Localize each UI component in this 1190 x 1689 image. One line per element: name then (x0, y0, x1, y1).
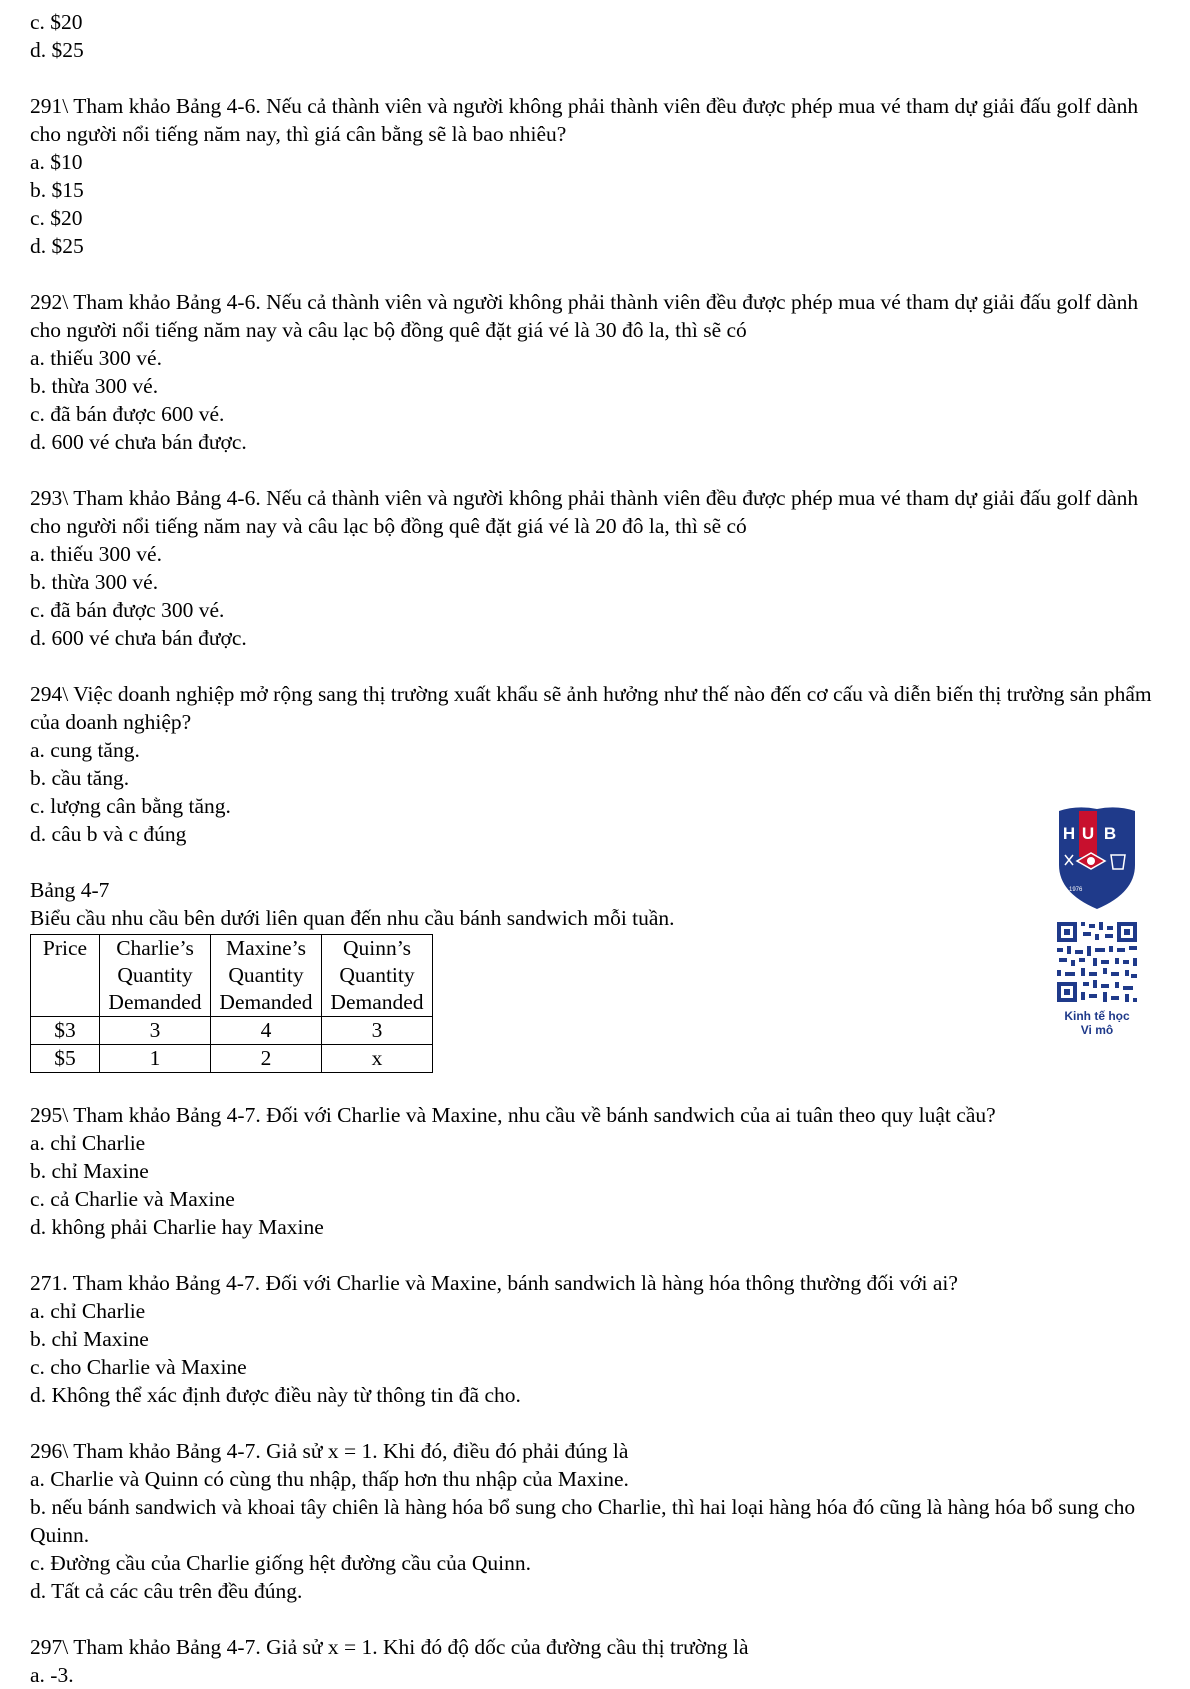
option: c. cả Charlie và Maxine (30, 1187, 235, 1211)
option: a. cung tăng. (30, 738, 140, 762)
shield-icon (1055, 805, 1139, 915)
option: a. chỉ Charlie (30, 1131, 146, 1155)
option: b. $15 (30, 178, 84, 202)
option: c. $20 (30, 206, 83, 230)
option: b. cầu tăng. (30, 766, 130, 790)
logo-letter: H (1062, 824, 1076, 843)
option: d. 600 vé chưa bán được. (30, 430, 247, 454)
option: d. 600 vé chưa bán được. (30, 626, 247, 650)
question-271: 271. Tham khảo Bảng 4-7. Đối với Charlie và Maxine, bánh sandwich là hàng hóa thông thường đối với ai? (30, 1271, 958, 1295)
option: a. chỉ Charlie (30, 1299, 146, 1323)
question-292: 292\ Tham khảo Bảng 4-6. Nếu cả thành viên và người không phải thành viên đều được phép mua vé tham dự giải đấu golf dành cho người nổi tiếng năm nay và câu lạc bộ đồng quê đặt giá vé là 30 đô la, thì sẽ có (30, 290, 1139, 342)
table-row (31, 1045, 433, 1073)
table-cell: 2 (211, 1045, 322, 1073)
option: a. thiếu 300 vé. (30, 346, 162, 370)
header-price: Price (31, 935, 100, 1017)
question-293: 293\ Tham khảo Bảng 4-6. Nếu cả thành viên và người không phải thành viên đều được phép mua vé tham dự giải đấu golf dành cho người nổi tiếng năm nay và câu lạc bộ đồng quê đặt giá vé là 20 đô la, thì sẽ có (30, 486, 1139, 538)
option: b. chỉ Maxine (30, 1159, 149, 1183)
option: a. Charlie và Quinn có cùng thu nhập, thấp hơn thu nhập của Maxine. (30, 1467, 629, 1491)
option: c. lượng cân bằng tăng. (30, 794, 231, 818)
demand-table (30, 934, 433, 1073)
table-row (31, 1017, 433, 1045)
option: b. chỉ Maxine (30, 1327, 149, 1351)
option: a. $10 (30, 150, 83, 174)
table-cell: 3 (322, 1017, 433, 1045)
option: d. Tất cả các câu trên đều đúng. (30, 1579, 303, 1603)
option: d. $25 (30, 234, 84, 258)
table-cell: 4 (211, 1017, 322, 1045)
logo-letter: B (1103, 824, 1117, 843)
table-cell: 1 (100, 1045, 211, 1073)
option: d. $25 (30, 38, 84, 62)
option: d. không phải Charlie hay Maxine (30, 1215, 324, 1239)
logo-sublabel: Vi mô (1080, 1023, 1114, 1037)
hub-logo (1055, 805, 1139, 1037)
question-297: 297\ Tham khảo Bảng 4-7. Giả sử x = 1. Khi đó độ dốc của đường cầu thị trường là (30, 1635, 749, 1659)
table-cell: 3 (100, 1017, 211, 1045)
table-caption: Biểu cầu nhu cầu bên dưới liên quan đến nhu cầu bánh sandwich mỗi tuần. (30, 906, 675, 930)
header-maxine: Maxine’s Quantity Demanded (211, 935, 322, 1017)
option: b. thừa 300 vé. (30, 570, 159, 594)
logo-label: Kinh tế học (1064, 1009, 1130, 1023)
option: a. thiếu 300 vé. (30, 542, 162, 566)
option: c. cho Charlie và Maxine (30, 1355, 247, 1379)
option: d. câu b và c đúng (30, 822, 187, 846)
logo-year: 1976 (1069, 887, 1083, 893)
table-cell: $5 (31, 1045, 100, 1073)
option: c. đã bán được 300 vé. (30, 598, 225, 622)
question-295: 295\ Tham khảo Bảng 4-7. Đối với Charlie và Maxine, nhu cầu về bánh sandwich của ai tuân theo quy luật cầu? (30, 1103, 996, 1127)
question-291: 291\ Tham khảo Bảng 4-6. Nếu cả thành viên và người không phải thành viên đều được phép mua vé tham dự giải đấu golf dành cho người nổi tiếng năm nay, thì giá cân bằng sẽ là bao nhiêu? (30, 94, 1139, 146)
document-page (30, 8, 1160, 1689)
header-quinn: Quinn’s Quantity Demanded (322, 935, 433, 1017)
option: b. nếu bánh sandwich và khoai tây chiên là hàng hóa bổ sung cho Charlie, thì hai loại hàng hóa đó cũng là hàng hóa bổ sung cho Quinn. (30, 1495, 1136, 1547)
qr-code-icon (1055, 920, 1139, 1004)
option: c. $20 (30, 10, 83, 34)
option: c. Đường cầu của Charlie giống hệt đường cầu của Quinn. (30, 1551, 531, 1575)
table-header-row (31, 935, 433, 1017)
option: b. thừa 300 vé. (30, 374, 159, 398)
option: c. đã bán được 600 vé. (30, 402, 225, 426)
option: d. Không thể xác định được điều này từ thông tin đã cho. (30, 1383, 521, 1407)
logo-letter: U (1081, 824, 1095, 843)
table-cell: x (322, 1045, 433, 1073)
question-296: 296\ Tham khảo Bảng 4-7. Giả sử x = 1. Khi đó, điều đó phải đúng là (30, 1439, 629, 1463)
table-cell: $3 (31, 1017, 100, 1045)
header-charlie: Charlie’s Quantity Demanded (100, 935, 211, 1017)
table-title: Bảng 4-7 (30, 878, 110, 902)
question-294: 294\ Việc doanh nghiệp mở rộng sang thị trường xuất khẩu sẽ ảnh hưởng như thế nào đến cơ cấu và diễn biến thị trường sản phẩm của doanh nghiệp? (30, 682, 1152, 734)
option: a. -3. (30, 1663, 74, 1687)
